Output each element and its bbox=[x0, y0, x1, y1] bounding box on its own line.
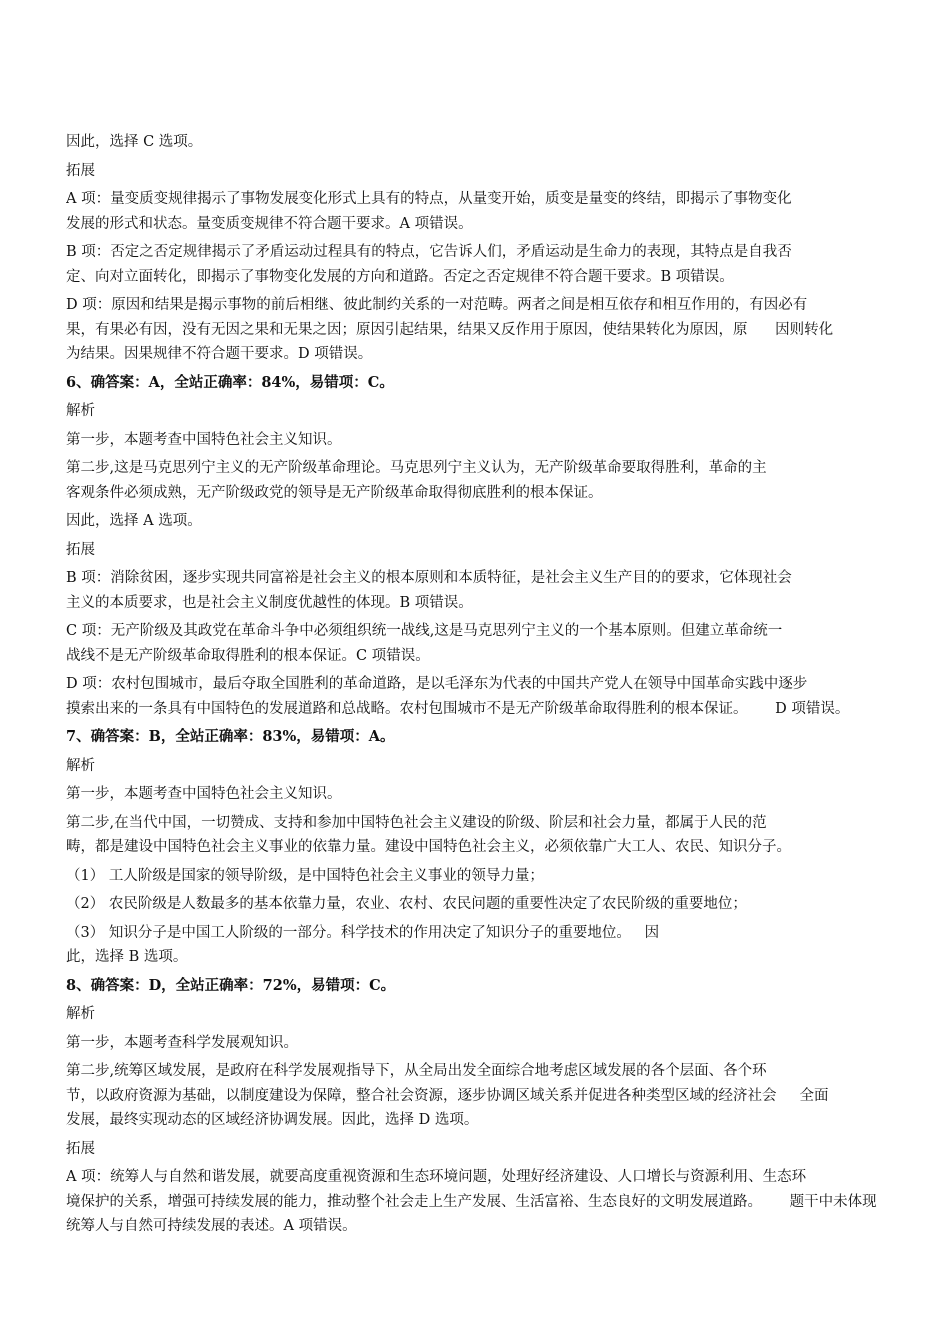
paragraph bbox=[66, 1031, 890, 1056]
text-line: C 项：无产阶级及其政党在革命斗争中必须组织统一战线,这是马克思列宁主义的一个基本原则。但建立革命统一 bbox=[66, 623, 783, 639]
paragraph bbox=[66, 864, 890, 889]
text-line: 8、确答案：D，全站正确率：72%，易错项：C。 bbox=[66, 976, 396, 994]
text-line: 第二步,这是马克思列宁主义的无产阶级革命理论。马克思列宁主义认为，无产阶级革命要取得胜利，革命的主 bbox=[66, 460, 767, 476]
paragraph bbox=[66, 130, 890, 155]
text-line: 定、向对立面转化，即揭示了事物变化发展的方向和道路。否定之否定规律不符合题干要求。B 项错误。 bbox=[66, 268, 734, 285]
paragraph bbox=[66, 1002, 890, 1027]
text-line: 战线不是无产阶级革命取得胜利的根本保证。C 项错误。 bbox=[66, 647, 430, 664]
paragraph bbox=[66, 159, 890, 184]
document-body bbox=[66, 130, 890, 1243]
text-line: 发展的形式和状态。量变质变规律不符合题干要求。A 项错误。 bbox=[66, 215, 473, 232]
text-line: 第一步，本题考查中国特色社会主义知识。 bbox=[66, 431, 342, 448]
answer-heading bbox=[66, 725, 890, 750]
text-line: 拓展 bbox=[66, 1140, 95, 1157]
text-line: 第二步,在当代中国，一切赞成、支持和参加中国特色社会主义建设的阶级、阶层和社会力量，都属于人民的范 bbox=[66, 814, 767, 831]
paragraph bbox=[66, 399, 890, 424]
text-line: （2） 农民阶级是人数最多的基本依靠力量，农业、农村、农民问题的重要性决定了农民阶级的重要地位； bbox=[66, 896, 747, 912]
paragraph bbox=[66, 1165, 890, 1239]
text-line: 果，有果必有因，没有无因之果和无果之因；原因引起结果，结果又反作用于原因，使结果转化为原因，原 因则转化 bbox=[66, 321, 834, 338]
paragraph bbox=[66, 240, 890, 289]
paragraph bbox=[66, 672, 890, 721]
text-line: （1） 工人阶级是国家的领导阶级，是中国特色社会主义事业的领导力量； bbox=[66, 867, 544, 884]
paragraph bbox=[66, 293, 890, 367]
text-line: 因此，选择 C 选项。 bbox=[66, 134, 203, 150]
text-line: （3） 知识分子是中国工人阶级的一部分。科学技术的作用决定了知识分子的重要地位。 因 bbox=[66, 924, 660, 941]
text-line: 发展，最终实现动态的区域经济协调发展。因此，选择 D 选项。 bbox=[66, 1112, 479, 1128]
paragraph bbox=[66, 619, 890, 668]
paragraph bbox=[66, 1059, 890, 1133]
text-line: 解析 bbox=[66, 403, 95, 419]
text-line: 摸索出来的一条具有中国特色的发展道路和总战略。农村包围城市不是无产阶级革命取得胜利的根本保证。 D 项错误。 bbox=[66, 700, 850, 717]
paragraph bbox=[66, 811, 890, 860]
text-line: D 项：原因和结果是揭示事物的前后相继、彼此制约关系的一对范畴。两者之间是相互依存和相互作用的，有因必有 bbox=[66, 297, 808, 313]
text-line: 解析 bbox=[66, 1006, 95, 1022]
text-line: 第一步，本题考查中国特色社会主义知识。 bbox=[66, 786, 342, 802]
text-line: A 项：统筹人与自然和谐发展，就要高度重视资源和生态环境问题，处理好经济建设、人口增长与资源利用、生态环 bbox=[66, 1169, 807, 1185]
text-line: 畴，都是建设中国特色社会主义事业的依靠力量。建设中国特色社会主义，必须依靠广大工人、农民、知识分子。 bbox=[66, 839, 791, 855]
answer-heading bbox=[66, 974, 890, 999]
text-line: 7、确答案：B，全站正确率：83%，易错项：A。 bbox=[66, 728, 395, 745]
text-line: 第二步,统筹区域发展，是政府在科学发展观指导下，从全局出发全面综合地考虑区域发展的各个层面、各个环 bbox=[66, 1063, 767, 1079]
text-line: 6、确答案：A，全站正确率：84%，易错项：C。 bbox=[66, 373, 394, 391]
text-line: B 项：否定之否定规律揭示了矛盾运动过程具有的特点，它告诉人们，矛盾运动是生命力的表现，其特点是自我否 bbox=[66, 244, 792, 260]
text-line: 主义的本质要求，也是社会主义制度优越性的体现。B 项错误。 bbox=[66, 594, 473, 611]
text-line: B 项：消除贫困，逐步实现共同富裕是社会主义的根本原则和本质特征，是社会主义生产目的的要求，它体现社会 bbox=[66, 570, 792, 586]
text-line: 拓展 bbox=[66, 162, 95, 179]
text-line: 拓展 bbox=[66, 541, 95, 558]
text-line: D 项：农村包围城市，最后夺取全国胜利的革命道路，是以毛泽东为代表的中国共产党人在领导中国革命实践中逐步 bbox=[66, 676, 808, 692]
answer-heading bbox=[66, 371, 890, 396]
text-line: 统筹人与自然可持续发展的表述。A 项错误。 bbox=[66, 1218, 357, 1234]
paragraph bbox=[66, 566, 890, 615]
text-line: 解析 bbox=[66, 757, 95, 774]
paragraph bbox=[66, 892, 890, 917]
text-line: 为结果。因果规律不符合题干要求。D 项错误。 bbox=[66, 346, 373, 362]
paragraph bbox=[66, 538, 890, 563]
paragraph bbox=[66, 1137, 890, 1162]
paragraph bbox=[66, 921, 890, 970]
paragraph bbox=[66, 782, 890, 807]
paragraph bbox=[66, 509, 890, 534]
paragraph bbox=[66, 187, 890, 236]
paragraph bbox=[66, 754, 890, 779]
text-line: 因此，选择 A 选项。 bbox=[66, 513, 202, 529]
text-line: A 项：量变质变规律揭示了事物发展变化形式上具有的特点，从量变开始，质变是量变的终结，即揭示了事物变化 bbox=[66, 191, 792, 207]
text-line: 节，以政府资源为基础，以制度建设为保障，整合社会资源，逐步协调区域关系并促进各种类型区域的经济社会 全面 bbox=[66, 1087, 829, 1104]
text-line: 第一步，本题考查科学发展观知识。 bbox=[66, 1034, 298, 1051]
text-line: 境保护的关系，增强可持续发展的能力，推动整个社会走上生产发展、生活富裕、生态良好的文明发展道路。 题干中未体现 bbox=[66, 1193, 877, 1210]
text-line: 此，选择 B 选项。 bbox=[66, 949, 188, 965]
paragraph bbox=[66, 428, 890, 453]
paragraph bbox=[66, 456, 890, 505]
text-line: 客观条件必须成熟，无产阶级政党的领导是无产阶级革命取得彻底胜利的根本保证。 bbox=[66, 484, 603, 501]
